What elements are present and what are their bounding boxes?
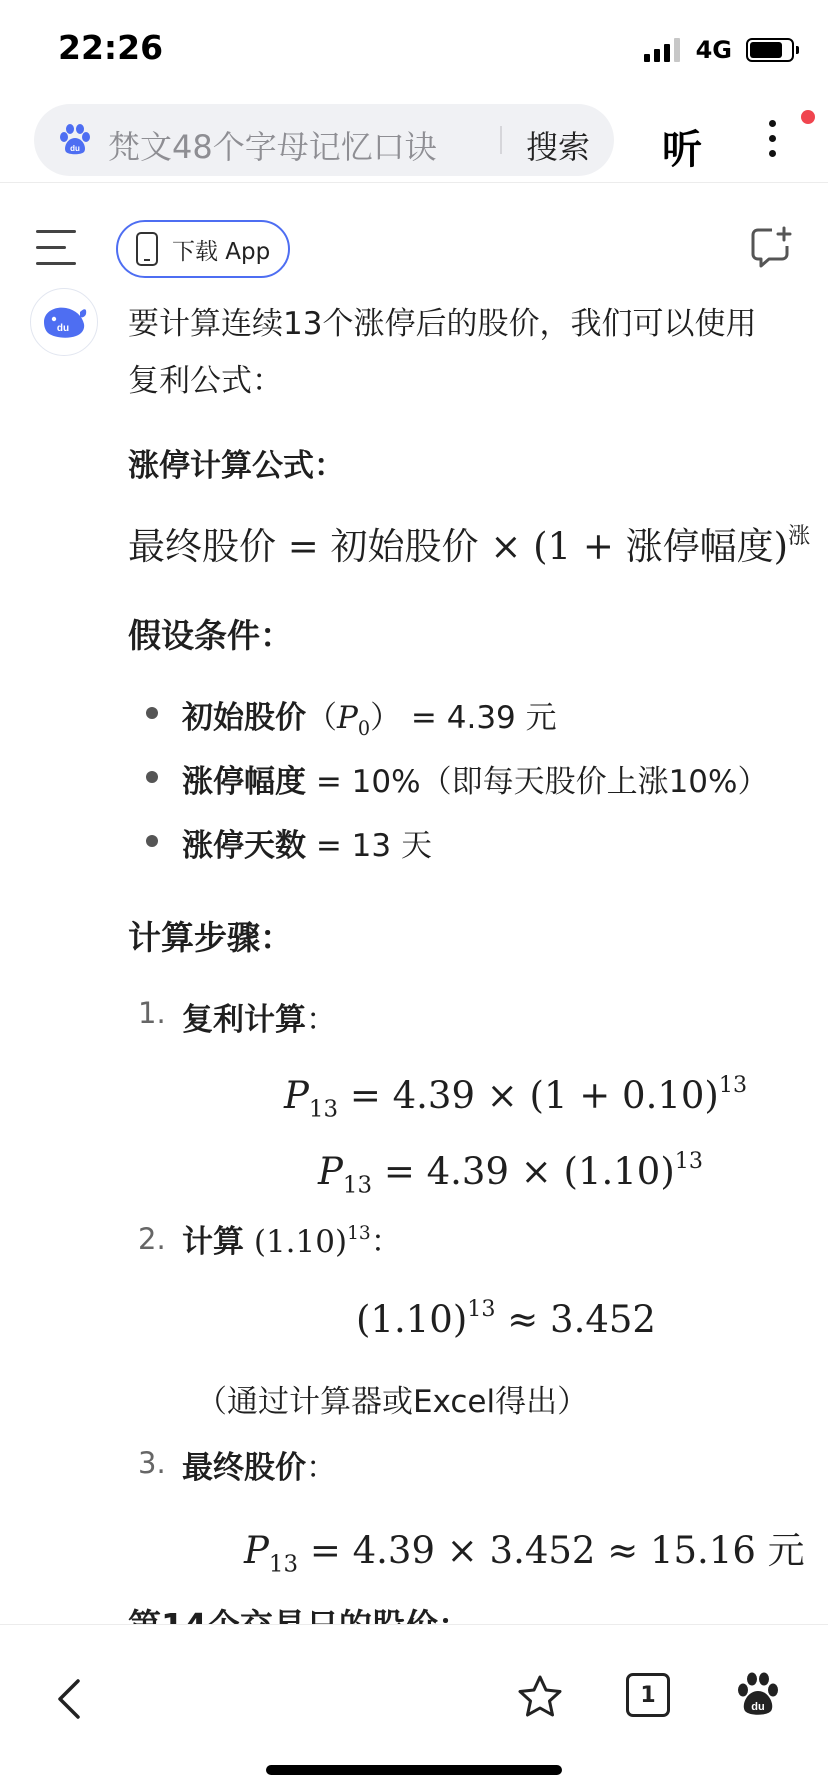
notification-dot <box>801 110 815 124</box>
eq-body: = 4.39 × 3.452 ≈ 15.16 元 <box>298 1529 805 1572</box>
assumption-label: 涨停幅度 <box>182 764 306 800</box>
step-title: 最终股价 <box>182 1450 306 1486</box>
search-box[interactable] <box>34 104 614 176</box>
eq-body: = 4.39 × (1 + 0.10) <box>338 1074 719 1117</box>
assumption-paren-open: （ <box>306 700 337 736</box>
baidu-paw-icon <box>58 124 92 156</box>
eq-base: (1.10) <box>356 1298 468 1341</box>
assumption-limit-rate <box>182 756 769 801</box>
step-2-note: （通过计算器或Excel得出） <box>196 1384 589 1420</box>
formula-times: × <box>490 525 522 568</box>
eq-exponent: 13 <box>467 1296 496 1323</box>
phone-icon <box>136 232 158 266</box>
search-input[interactable]: 梵文48个字母记忆口诀 <box>108 128 437 166</box>
tabs-count-button[interactable]: 1 <box>626 1673 670 1717</box>
search-button[interactable]: 搜索 <box>526 128 591 166</box>
download-app-label: 下载 App <box>172 238 271 265</box>
steps-heading: 计算步骤： <box>128 918 293 957</box>
bullet-dot <box>146 835 158 847</box>
home-indicator <box>266 1765 562 1775</box>
step-3-title <box>182 1442 337 1487</box>
step-title: 计算 <box>182 1224 244 1260</box>
battery-icon <box>746 38 794 62</box>
eq-exponent: 13 <box>718 1072 748 1099</box>
menu-icon[interactable] <box>36 230 76 266</box>
step-1-title <box>182 994 337 1039</box>
step-number: 3. <box>138 1446 166 1480</box>
assumption-symbol: P <box>337 700 358 736</box>
header-divider <box>0 182 828 183</box>
chat-toolbar <box>0 218 828 282</box>
status-bar <box>0 0 828 100</box>
new-chat-icon[interactable] <box>748 224 794 270</box>
eq-body: = 4.39 × (1.10) <box>372 1150 675 1193</box>
svg-text:du: du <box>56 323 70 334</box>
formula-heading: 涨停计算公式： <box>128 448 345 484</box>
assumption-value: = 4.39 元 <box>401 700 557 736</box>
step-3-equation <box>244 1520 805 1577</box>
eq-subscript: 13 <box>308 1096 339 1123</box>
more-menu-icon[interactable] <box>762 120 782 164</box>
formula-paren-open: (1 + <box>533 525 626 568</box>
intro-line-2: 复利公式： <box>128 363 283 399</box>
assumption-initial-price <box>182 692 557 740</box>
step-2-title <box>182 1216 402 1261</box>
eq-subscript: 13 <box>268 1551 299 1578</box>
step-title: 复利计算 <box>182 1002 306 1038</box>
download-app-button[interactable] <box>116 220 290 278</box>
bullet-dot <box>146 707 158 719</box>
eq-exponent: 13 <box>674 1148 704 1175</box>
favorite-star-icon[interactable] <box>516 1673 564 1721</box>
step-1-equation-1 <box>284 1074 747 1122</box>
step-1-equation-2 <box>318 1150 703 1198</box>
assumption-subscript: 0 <box>357 717 371 741</box>
bottom-nav-bar <box>0 1624 828 1792</box>
status-indicators <box>644 36 794 64</box>
bullet-dot <box>146 771 158 783</box>
network-label: 4G <box>695 36 732 64</box>
assumption-label: 涨停天数 <box>182 828 306 864</box>
assumption-value: = 13 天 <box>306 828 432 864</box>
formula-term1: 初始股价 <box>330 525 479 568</box>
status-time: 22:26 <box>58 28 164 67</box>
whale-logo-icon <box>40 302 88 342</box>
eq-symbol: P <box>284 1074 309 1117</box>
step-colon: ： <box>306 1002 337 1038</box>
back-icon[interactable] <box>52 1675 88 1723</box>
formula-paren-close: ) <box>773 525 789 568</box>
assistant-avatar <box>30 288 98 356</box>
step-colon: ： <box>370 1224 402 1260</box>
formula-exponent: 涨 <box>788 523 811 550</box>
cellular-signal-icon <box>644 38 680 62</box>
step-number: 2. <box>138 1222 166 1256</box>
svg-text:du: du <box>70 144 80 153</box>
formula-lhs: 最终股价 <box>128 525 276 568</box>
assumption-value: = 10%（即每天股价上涨10%） <box>306 764 769 800</box>
assumptions-heading: 假设条件： <box>128 616 293 655</box>
step-colon: ： <box>306 1450 337 1486</box>
svg-text:du: du <box>751 1701 765 1713</box>
step-inline-base: (1.10) <box>253 1224 348 1260</box>
step-number: 1. <box>138 996 166 1030</box>
formula-eq: = <box>287 525 319 568</box>
search-row <box>0 104 828 178</box>
assumption-paren-close: ） <box>370 700 402 736</box>
growth-formula <box>128 516 810 570</box>
listen-button[interactable]: 听 <box>662 127 702 173</box>
assumption-label: 初始股价 <box>182 700 306 736</box>
search-divider <box>500 126 502 154</box>
eq-symbol: P <box>318 1150 343 1193</box>
assumption-days <box>182 820 432 865</box>
eq-subscript: 13 <box>342 1172 373 1199</box>
eq-body: ≈ 3.452 <box>495 1298 656 1341</box>
formula-term2: 涨停幅度 <box>625 525 774 568</box>
eq-symbol: P <box>244 1529 269 1572</box>
step-inline-exponent: 13 <box>347 1222 371 1244</box>
step-2-equation <box>356 1298 656 1341</box>
baidu-home-icon[interactable] <box>734 1671 782 1719</box>
intro-line-1: 要计算连续13个涨停后的股价，我们可以使用 <box>128 306 757 342</box>
